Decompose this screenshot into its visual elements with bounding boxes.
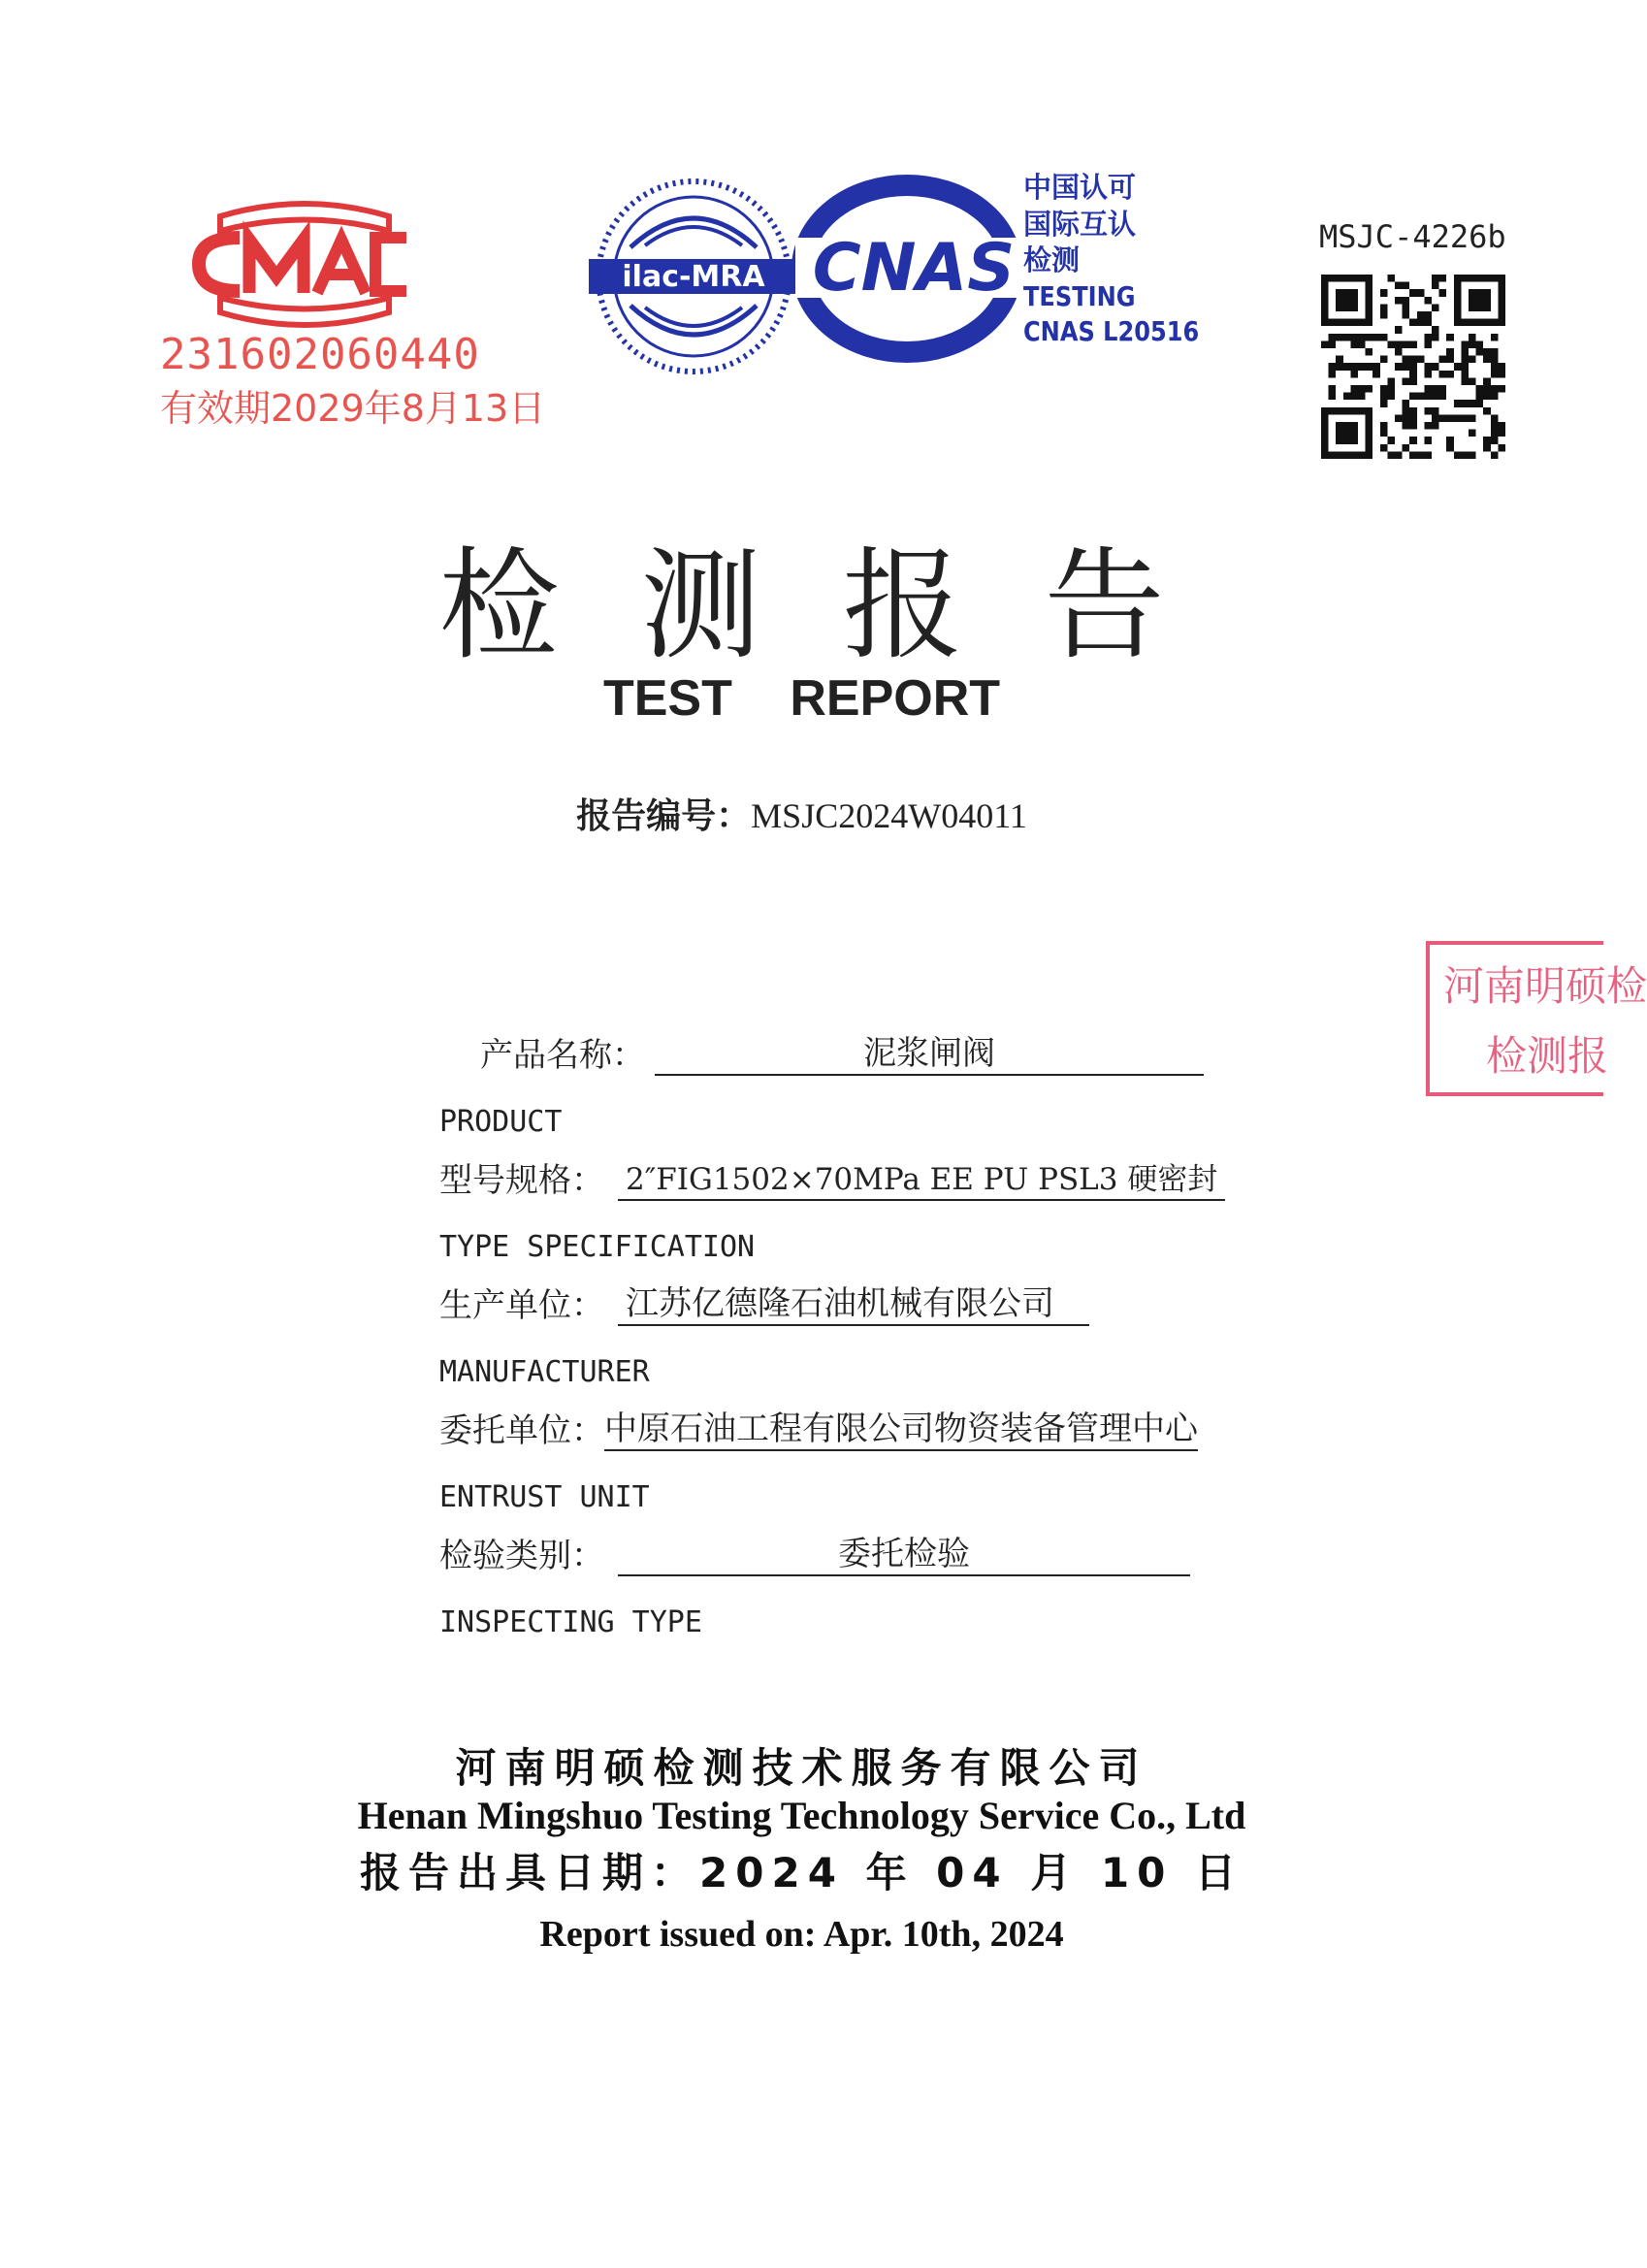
cnas-line-testing-cn: 检测 [1023,243,1081,277]
company-name-english: Henan Mingshuo Testing Technology Service Co., Ltd [357,1794,1246,1837]
field-label-en: PRODUCT [439,1105,563,1139]
field-value: 泥浆闸阀 [655,1033,1204,1077]
document-code: MSJC-4226b [1319,218,1506,255]
field-value: 委托检验 [618,1534,1190,1577]
seal-line-2: 检测报 [1486,1032,1609,1080]
field-label-en: INSPECTING TYPE [439,1605,702,1639]
company-name-chinese: 河南明硕检测技术服务有限公司 [455,1744,1148,1792]
field-entrust-unit [439,1389,1225,1451]
field-label-en: ENTRUST UNIT [439,1480,650,1514]
field-type-spec [439,1139,1225,1201]
field-value: 江苏亿德隆石油机械有限公司 [618,1283,1089,1327]
title-chinese: 检测报告 [438,536,1246,676]
field-label-en: MANUFACTURER [439,1355,650,1389]
cnas-text: CNAS [812,230,1016,307]
cma-logo-icon [181,199,428,330]
field-label: 检验类别： [439,1537,604,1575]
cnas-logo-icon [795,179,1033,359]
cma-stamp [160,194,546,437]
cnas-line-recognition: 中国认可 [1023,171,1137,204]
report-number [0,789,1603,838]
ilac-mra-logo-icon [587,170,800,383]
field-label: 产品名称： [480,1036,645,1075]
field-inspecting-type [439,1514,1225,1576]
ilac-text: ilac-MRA [622,260,765,294]
cnas-line-number: CNAS L20516 [1023,315,1200,348]
field-manufacturer [439,1264,1225,1326]
title-english: TEST REPORT [602,670,1001,727]
cma-validity: 有效期2029年8月13日 [160,387,546,430]
report-number-label: 报告编号： [576,796,752,836]
issue-date-english: Report issued on: Apr. 10th, 2024 [539,1914,1064,1955]
field-label: 委托单位： [439,1411,604,1450]
field-label-en: TYPE SPECIFICATION [439,1230,756,1264]
field-value: 2″FIG1502×70MPa EE PU PSL3 硬密封 [618,1161,1225,1201]
issue-date-chinese: 报告出具日期：2024 年 04 月 10 日 [360,1849,1243,1896]
field-label: 型号规格： [439,1161,604,1200]
seal-line-1: 河南明硕检 [1443,962,1647,1010]
cnas-label-lines [1023,170,1228,350]
cnas-line-testing-en: TESTING [1023,280,1136,313]
field-product [439,1014,1225,1076]
report-fields [439,1014,1225,1639]
report-number-value: MSJC2024W04011 [751,796,1027,835]
field-label: 生产单位： [439,1286,604,1325]
company-seal [1426,941,1647,1096]
field-value: 中原石油工程有限公司物资装备管理中心 [604,1409,1198,1452]
cma-number: 231602060440 [160,330,480,379]
cnas-line-mutual: 国际互认 [1023,207,1137,241]
qr-code-icon [1321,275,1505,459]
